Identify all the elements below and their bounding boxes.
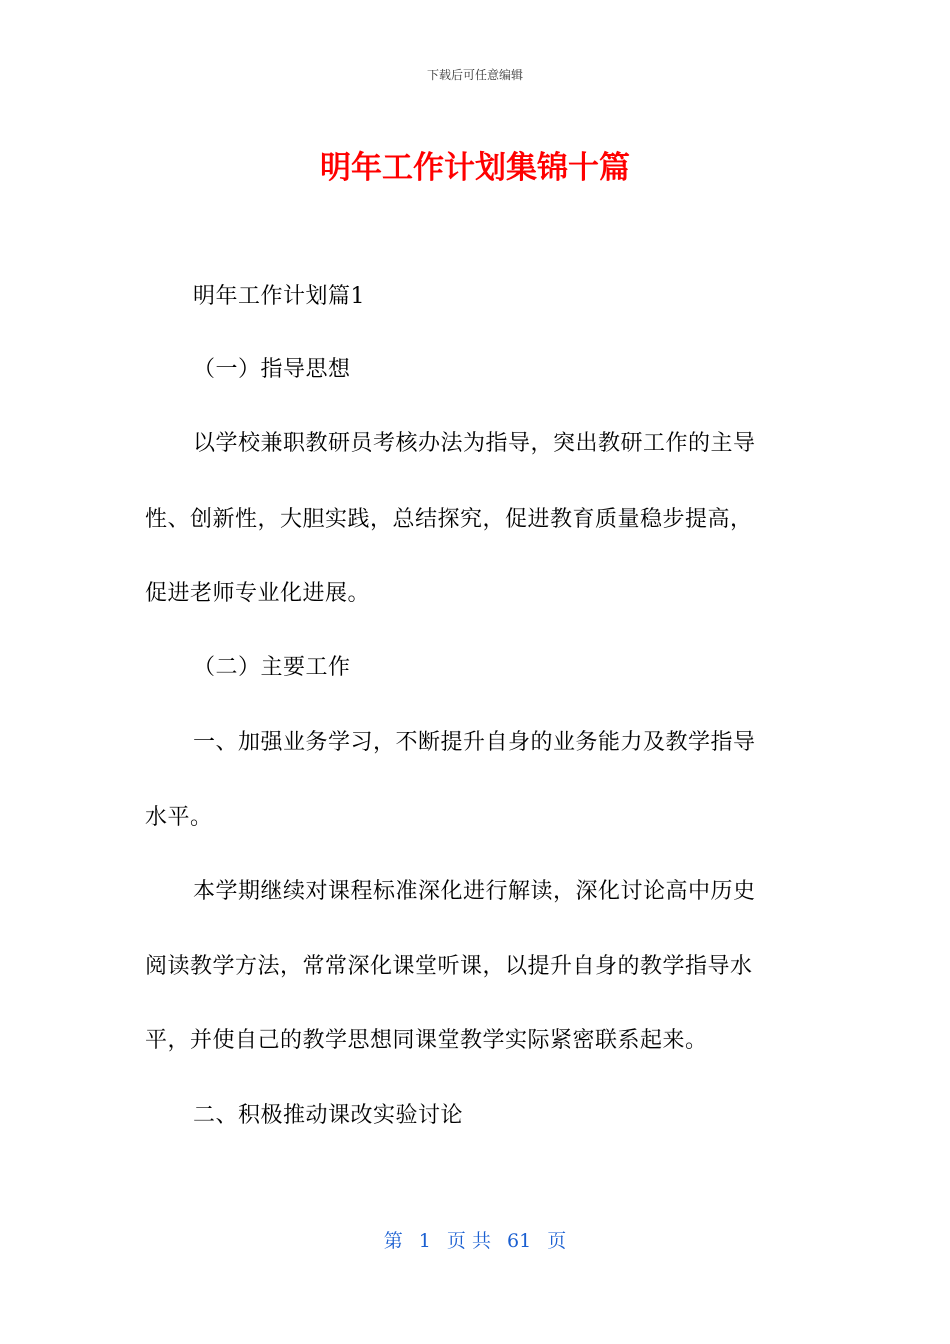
page-footer (0, 1226, 950, 1253)
footer-prefix: 第 (383, 1230, 403, 1252)
footer-page-number: 1 (418, 1230, 431, 1252)
paragraph-line: 性、创新性，大胆实践，总结探究，促进教育质量稳步提高， (145, 507, 753, 532)
paragraph-line: 阅读教学方法，常常深化课堂听课，以提升自身的教学指导水 (145, 954, 753, 979)
footer-total-pages: 61 (507, 1230, 532, 1252)
footer-suffix: 页 (547, 1230, 567, 1252)
section-heading: 明年工作计划篇1 (193, 284, 365, 309)
paragraph-line: 促进老师专业化进展。 (145, 581, 371, 606)
header-note: 下载后可任意编辑 (426, 68, 523, 82)
paragraph-line: 二、积极推动课改实验讨论 (193, 1103, 464, 1128)
paragraph-line: 一、加强业务学习，不断提升自身的业务能力及教学指导 (193, 730, 756, 755)
paragraph-line: 以学校兼职教研员考核办法为指导，突出教研工作的主导 (193, 431, 756, 456)
paragraph-line: 水平。 (145, 805, 213, 830)
subsection-heading: （二）主要工作 (193, 655, 351, 680)
document-title: 明年工作计划集锦十篇 (320, 150, 630, 186)
footer-mid: 页 共 (446, 1230, 491, 1252)
paragraph-line: 本学期继续对课程标准深化进行解读，深化讨论高中历史 (193, 879, 756, 904)
subsection-heading: （一）指导思想 (193, 357, 351, 382)
paragraph-line: 平，并使自己的教学思想同课堂教学实际紧密联系起来。 (145, 1028, 708, 1053)
